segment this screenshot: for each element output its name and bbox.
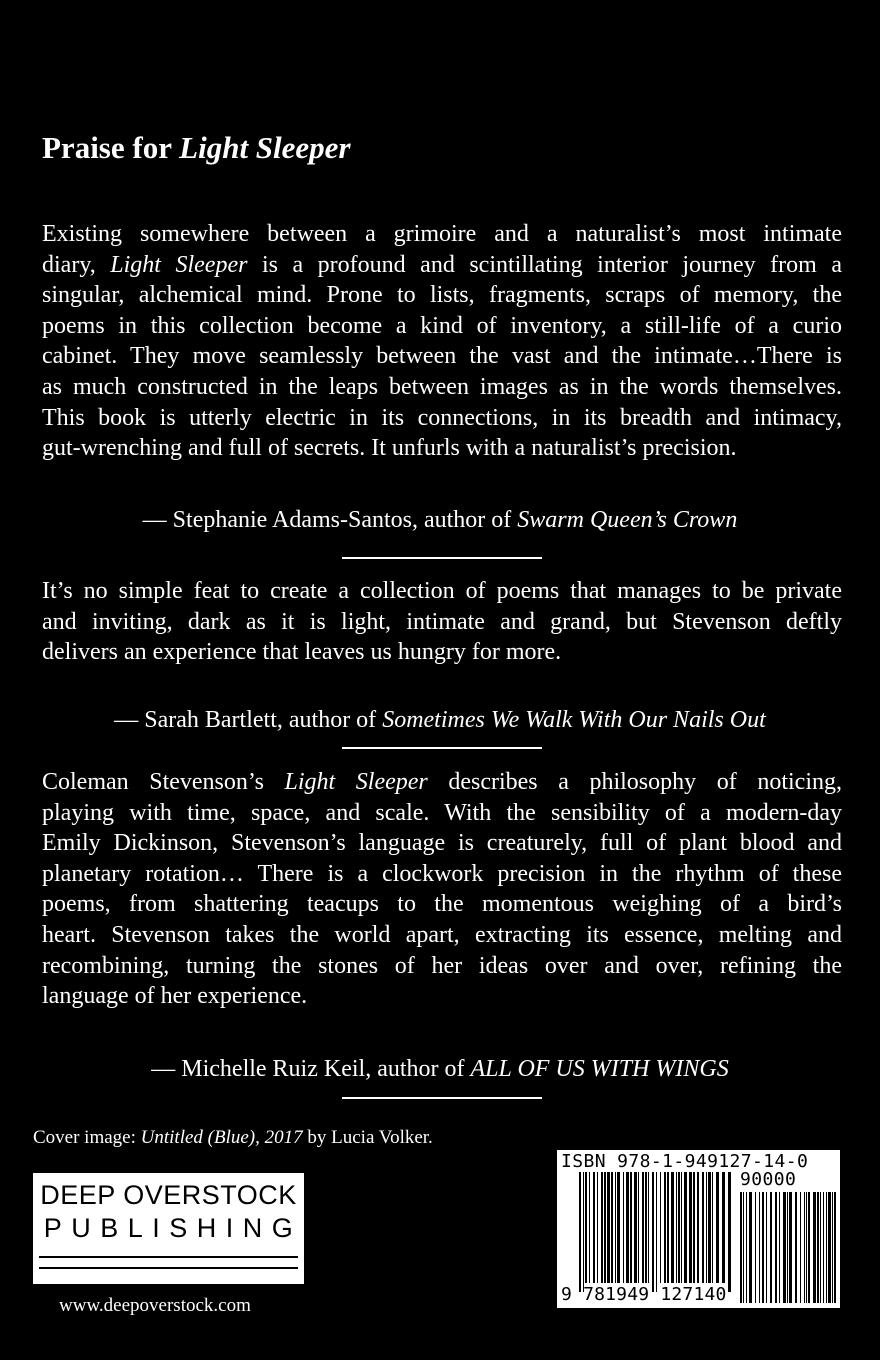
barcode-bar bbox=[806, 1192, 807, 1303]
review-line: language of her experience. bbox=[42, 983, 308, 1010]
barcode-bar bbox=[634, 1172, 637, 1283]
barcode-bar bbox=[579, 1172, 581, 1292]
barcode-bar bbox=[832, 1192, 833, 1303]
barcode-bar bbox=[615, 1172, 616, 1283]
review-line: delivers an experience that leaves us hungry for more. bbox=[42, 639, 562, 666]
barcode-bar bbox=[664, 1172, 666, 1283]
barcode-bar bbox=[826, 1192, 827, 1303]
barcode-bar bbox=[820, 1192, 821, 1303]
review-line: diary, Light Sleeper is a profound and scintillating interior journey from a bbox=[42, 251, 842, 278]
barcode-bar bbox=[813, 1192, 816, 1303]
isbn-barcode bbox=[557, 1150, 840, 1308]
publisher-url: www.deepoverstock.com bbox=[59, 1295, 251, 1316]
isbn-text: ISBN 978-1-949127-14-0 bbox=[561, 1151, 809, 1172]
praise-heading bbox=[42, 130, 351, 166]
barcode-bar bbox=[743, 1192, 744, 1303]
barcode-bar bbox=[585, 1172, 587, 1283]
publisher-name-line2: PUBLISHING bbox=[43, 1213, 303, 1243]
barcode-bar bbox=[676, 1172, 677, 1283]
barcode-bar bbox=[783, 1192, 786, 1303]
barcode-bar bbox=[779, 1192, 780, 1303]
barcode-bar bbox=[804, 1192, 805, 1303]
barcode-bar bbox=[787, 1192, 788, 1303]
barcode-bar bbox=[693, 1172, 695, 1283]
praise-heading-title: Light Sleeper bbox=[179, 130, 351, 165]
barcode-bar bbox=[762, 1192, 764, 1303]
barcode-bar bbox=[716, 1172, 719, 1283]
barcode-bar bbox=[817, 1192, 819, 1303]
barcode-bar bbox=[775, 1192, 777, 1303]
barcode-bar bbox=[697, 1172, 699, 1283]
cover-credit: Cover image: Untitled (Blue), 2017 by Lucia Volker. bbox=[33, 1127, 433, 1148]
divider bbox=[342, 1097, 542, 1099]
review-line: recombining, turning the stones of her ideas over and over, refining the bbox=[42, 952, 842, 979]
barcode-bar bbox=[789, 1192, 792, 1303]
review-line: and inviting, dark as it is light, intimate and grand, but Stevenson deftly bbox=[42, 608, 842, 635]
barcode-bar bbox=[593, 1172, 595, 1283]
barcode-bar bbox=[645, 1172, 647, 1283]
review-line: playing with time, space, and scale. With the sensibility of a modern-day bbox=[42, 799, 842, 826]
barcode-bar bbox=[623, 1172, 624, 1283]
praise-heading-prefix: Praise for bbox=[42, 130, 172, 165]
barcode-bar bbox=[828, 1192, 831, 1303]
barcode-bar bbox=[681, 1172, 682, 1283]
review-line: This book is utterly electric in its connections, in its breadth and intimacy, bbox=[42, 404, 842, 431]
barcode-bar bbox=[626, 1172, 629, 1283]
review-line: It’s no simple feat to create a collection of poems that manages to be private bbox=[42, 578, 842, 604]
review-line: gut-wrenching and full of secrets. It unfurls with a naturalist’s precision. bbox=[42, 435, 737, 462]
barcode-bar bbox=[660, 1172, 661, 1283]
barcode-bar bbox=[702, 1172, 704, 1283]
publisher-name-line1: DEEP OVERSTOCK bbox=[40, 1180, 297, 1210]
barcode-bar bbox=[652, 1172, 654, 1292]
cover-work: Untitled (Blue), 2017 bbox=[140, 1127, 303, 1148]
book-title: Light Sleeper bbox=[110, 251, 248, 278]
barcode-bar bbox=[604, 1172, 606, 1283]
barcode-bar bbox=[834, 1192, 836, 1303]
barcode-bar bbox=[630, 1172, 632, 1283]
review-line: as much constructed in the leaps between images as in the words themselves. bbox=[42, 373, 842, 400]
review-line: poems in this collection become a kind of inventory, a still-life of a curio bbox=[42, 312, 842, 339]
barcode-bar bbox=[642, 1172, 644, 1283]
barcode-bar bbox=[770, 1192, 772, 1303]
review-line: poems, from shattering teacups to the momentous weighing of a bird’s bbox=[42, 891, 842, 918]
review-line: planetary rotation… There is a clockwork precision in the rhythm of these bbox=[42, 860, 842, 887]
reviewer-work: Swarm Queen’s Crown bbox=[517, 507, 738, 533]
barcode-bar bbox=[706, 1172, 707, 1283]
barcode-bar bbox=[638, 1172, 639, 1283]
barcode-bar bbox=[684, 1172, 687, 1283]
barcode-bar bbox=[795, 1192, 797, 1303]
barcode-bar bbox=[656, 1172, 657, 1292]
review-2-attribution: — Sarah Bartlett, author of Sometimes We Walk With Our Nails Out bbox=[114, 707, 766, 733]
barcode-bar bbox=[607, 1172, 610, 1283]
review-line: heart. Stevenson takes the world apart, extracting its essence, melting and bbox=[42, 921, 842, 948]
barcode-bar bbox=[708, 1172, 711, 1283]
barcode-bar bbox=[712, 1172, 713, 1283]
review-3-attribution: — Michelle Ruiz Keil, author of ALL OF US WITH WINGS bbox=[151, 1056, 729, 1082]
barcode-bar bbox=[648, 1172, 649, 1283]
barcode-bar bbox=[671, 1172, 674, 1283]
review-2-text bbox=[42, 576, 842, 668]
barcode-bar bbox=[759, 1192, 760, 1303]
barcode-bar bbox=[800, 1192, 801, 1303]
barcode-bar bbox=[678, 1172, 680, 1283]
price-code: 90000 bbox=[740, 1169, 797, 1190]
barcode-bar bbox=[617, 1172, 620, 1283]
barcode-bar bbox=[746, 1192, 747, 1303]
barcode-bar bbox=[689, 1172, 692, 1283]
barcode-digits: 9 781949 127140 bbox=[561, 1284, 727, 1305]
divider bbox=[342, 747, 542, 749]
review-line: singular, alchemical mind. Prone to lists, fragments, scraps of memory, the bbox=[42, 282, 842, 309]
barcode-bar bbox=[597, 1172, 598, 1283]
review-line: cabinet. They move seamlessly between the vast and the intimate…There is bbox=[42, 343, 842, 370]
divider bbox=[342, 557, 542, 559]
review-1-attribution: — Stephanie Adams-Santos, author of Swarm Queen’s Crown bbox=[142, 507, 738, 533]
barcode-bar bbox=[749, 1192, 752, 1303]
book-title: Light Sleeper bbox=[284, 769, 428, 795]
barcode-bar bbox=[740, 1192, 742, 1303]
barcode-bar bbox=[823, 1192, 824, 1303]
barcode-bar bbox=[728, 1172, 731, 1292]
barcode-bar bbox=[583, 1172, 584, 1292]
publisher-logo bbox=[33, 1173, 304, 1284]
barcode-bar bbox=[611, 1172, 613, 1283]
logo-rule bbox=[39, 1256, 298, 1258]
barcode-bar bbox=[601, 1172, 603, 1283]
review-line: Coleman Stevenson’s Light Sleeper describes a philosophy of noticing, bbox=[42, 769, 842, 795]
logo-rule bbox=[39, 1267, 298, 1269]
review-3-text bbox=[42, 767, 842, 1012]
reviewer-work: ALL OF US WITH WINGS bbox=[470, 1056, 729, 1082]
review-1-text bbox=[42, 219, 842, 464]
review-line: Existing somewhere between a grimoire and a naturalist’s most intimate bbox=[42, 221, 842, 247]
barcode-bar bbox=[766, 1192, 767, 1303]
barcode-bar bbox=[808, 1192, 810, 1303]
barcode-bar bbox=[589, 1172, 590, 1283]
barcode-bar bbox=[667, 1172, 669, 1283]
barcode-bar bbox=[755, 1192, 756, 1303]
barcode-bar bbox=[722, 1172, 725, 1283]
reviewer-work: Sometimes We Walk With Our Nails Out bbox=[382, 707, 766, 733]
review-line: Emily Dickinson, Stevenson’s language is creaturely, full of plant blood and bbox=[42, 830, 842, 857]
